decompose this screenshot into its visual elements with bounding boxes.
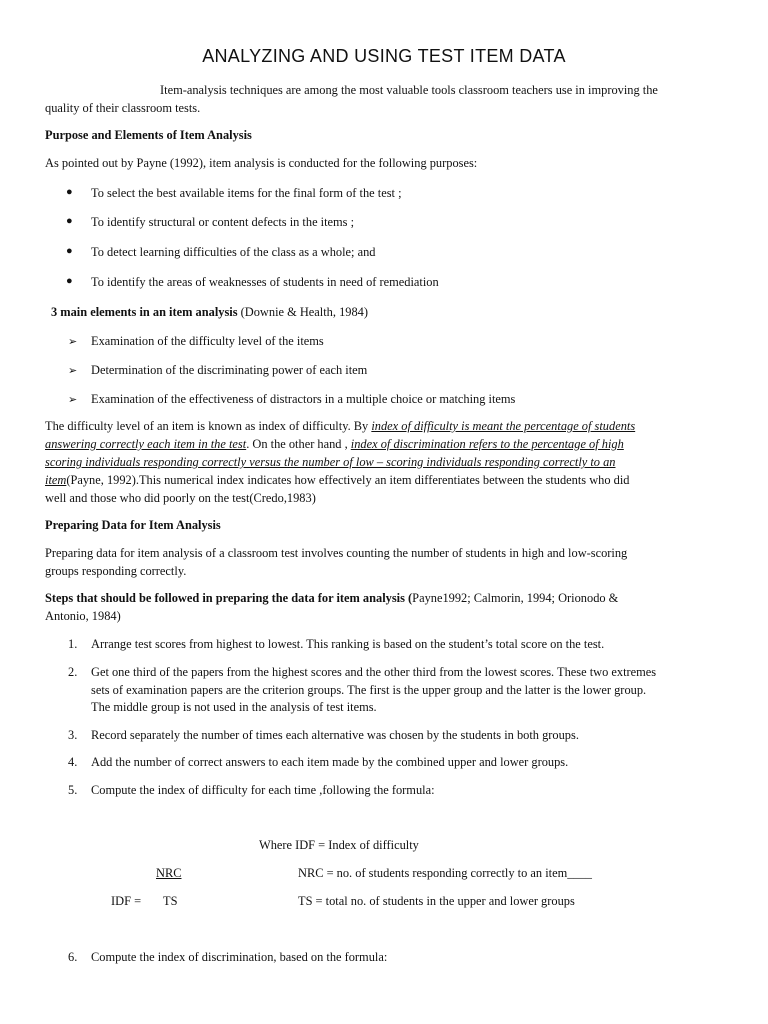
bullet-icon: ● [66, 186, 73, 198]
text-run: The difficulty level of an item is known as index of difficulty. By [45, 419, 372, 433]
steps-heading-citation: Payne1992; Calmorin, 1994; Orionodo & [412, 591, 619, 605]
index-difficulty-definition-end: answering correctly each item in the test [45, 437, 247, 451]
elements-heading-citation: (Downie & Health, 1984) [237, 305, 368, 319]
bullet-icon: ● [66, 215, 73, 227]
preparing-line-2: groups responding correctly. [45, 564, 187, 578]
formula-ts-definition: TS = total no. of students in the upper and lower groups [298, 894, 575, 908]
list-item: To identify structural or content defects in the items ; [91, 215, 355, 229]
formula-numerator: NRC [156, 866, 182, 880]
preparing-line-1: Preparing data for item analysis of a classroom test involves counting the number of students in high and low-scoring [45, 546, 628, 560]
difficulty-line-1 [45, 419, 635, 434]
steps-heading-bold: Steps that should be followed in preparing the data for item analysis ( [45, 591, 413, 605]
elements-heading [51, 305, 368, 320]
elements-heading-bold: 3 main elements in an item analysis [51, 305, 238, 319]
list-item: To identify the areas of weaknesses of students in need of remediation [91, 275, 439, 289]
list-item: To select the best available items for the final form of the test ; [91, 186, 402, 200]
document-title: ANALYZING AND USING TEST ITEM DATA [202, 46, 566, 66]
step-number: 1. [68, 637, 78, 651]
step-text: Compute the index of difficulty for each time ,following the formula: [91, 783, 435, 797]
difficulty-line-3: scoring individuals responding correctly versus the number of low – scoring individuals responding correctly to an [45, 455, 616, 469]
formula-idf-label: IDF = [111, 894, 142, 908]
formula-denominator: TS [163, 894, 178, 908]
purpose-lead: As pointed out by Payne (1992), item analysis is conducted for the following purposes: [45, 156, 478, 170]
list-item: Examination of the effectiveness of distractors in a multiple choice or matching items [91, 392, 516, 406]
step-number: 5. [68, 783, 78, 797]
step-number: 3. [68, 728, 78, 742]
preparing-heading: Preparing Data for Item Analysis [45, 518, 221, 532]
difficulty-line-2 [45, 437, 624, 452]
list-item: Examination of the difficulty level of the items [91, 334, 324, 348]
step-text: The middle group is not used in the analysis of test items. [91, 700, 377, 714]
steps-heading [45, 591, 618, 606]
bullet-icon: ● [66, 275, 73, 287]
arrow-bullet-icon: ➢ [68, 394, 78, 406]
list-item: Determination of the discriminating power of each item [91, 363, 368, 377]
step-number: 6. [68, 950, 78, 964]
step-number: 4. [68, 755, 78, 769]
arrow-bullet-icon: ➢ [68, 365, 78, 377]
difficulty-line-5: well and those who did poorly on the test(Credo,1983) [45, 491, 316, 505]
step-text: sets of examination papers are the criterion groups. The first is the upper group and the latter is the lower group. [91, 683, 647, 697]
index-difficulty-definition: index of difficulty is meant the percentage of students [371, 419, 636, 433]
arrow-bullet-icon: ➢ [68, 336, 78, 348]
bullet-icon: ● [66, 245, 73, 257]
step-text: Arrange test scores from highest to lowest. This ranking is based on the student’s total score on the test. [91, 637, 605, 651]
formula-where: Where IDF = Index of difficulty [259, 838, 419, 852]
purpose-heading: Purpose and Elements of Item Analysis [45, 128, 252, 142]
index-discrimination-definition: index of discrimination refers to the percentage of high [350, 437, 624, 451]
intro-line-1: Item-analysis techniques are among the most valuable tools classroom teachers use in improving the [160, 83, 658, 97]
step-text: Compute the index of discrimination, based on the formula: [91, 950, 388, 964]
step-text: Get one third of the papers from the highest scores and the other third from the lowest scores. These two extremes [91, 665, 657, 679]
difficulty-line-4 [45, 473, 630, 488]
list-item: To detect learning difficulties of the class as a whole; and [91, 245, 376, 259]
steps-heading-line-2: Antonio, 1984) [45, 609, 121, 623]
text-run: (Payne, 1992).This numerical index indicates how effectively an item differentiates between the students who did [66, 473, 630, 487]
intro-line-2: quality of their classroom tests. [45, 101, 201, 115]
index-discrimination-definition-end: item [45, 473, 67, 487]
formula-nrc-definition: NRC = no. of students responding correctly to an item____ [298, 866, 592, 880]
step-number: 2. [68, 665, 78, 679]
step-text: Add the number of correct answers to each item made by the combined upper and lower groups. [91, 755, 569, 769]
text-run: . On the other hand , [246, 437, 351, 451]
step-text: Record separately the number of times each alternative was chosen by the students in both groups. [91, 728, 579, 742]
